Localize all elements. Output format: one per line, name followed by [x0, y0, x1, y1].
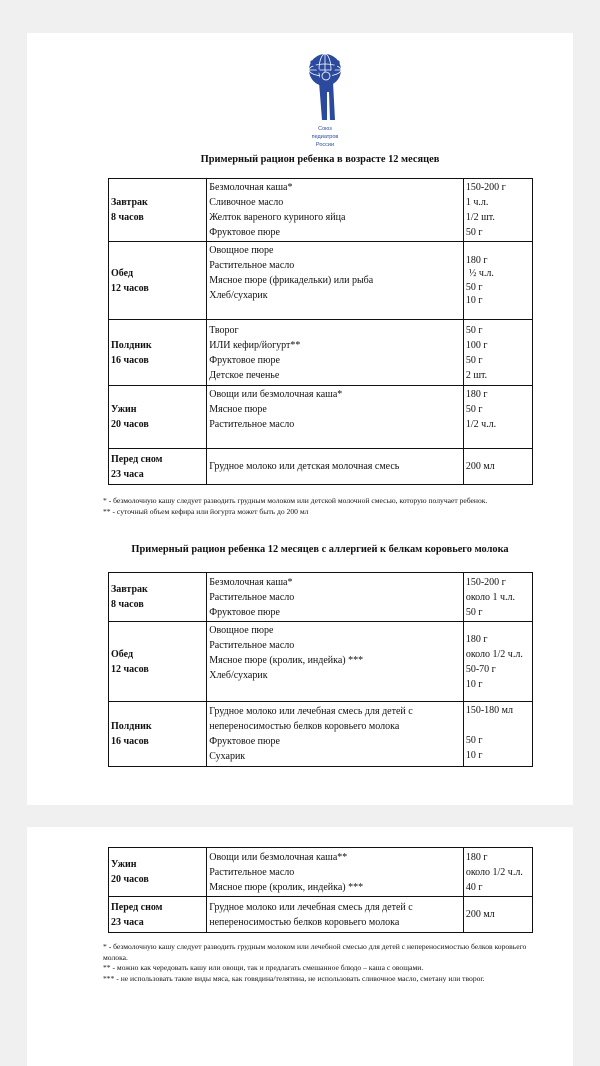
- table-row: [109, 449, 533, 485]
- table-row: [109, 702, 533, 767]
- amount-cell: 180 г около 1/2 ч.л. 50-70 г 10 г: [463, 622, 532, 702]
- food-cell: Грудное молоко или детская молочная смесь: [207, 449, 464, 485]
- amount-cell: 150-180 мл 50 г 10 г: [463, 702, 532, 767]
- meal-cell: Полдник 16 часов: [109, 702, 207, 767]
- diet-table-allergy-continued: [108, 847, 533, 933]
- meal-cell: Перед сном 23 часа: [109, 897, 207, 933]
- food-cell: Овощное пюре Растительное масло Мясное пюре (кролик, индейка) *** Хлеб/сухарик: [207, 622, 464, 702]
- table-row: [109, 386, 533, 449]
- meal-cell: Ужин 20 часов: [109, 848, 207, 897]
- meal-cell: Завтрак 8 часов: [109, 573, 207, 622]
- amount-cell: 50 г 100 г 50 г 2 шт.: [463, 320, 532, 386]
- table1-title: Примерный рацион ребенка в возрасте 12 месяцев: [200, 154, 440, 165]
- meal-cell: Перед сном 23 часа: [109, 449, 207, 485]
- diet-table-allergy: [108, 572, 533, 767]
- table-row: [109, 320, 533, 386]
- table-row: [109, 848, 533, 897]
- diet-table-12-months: [108, 178, 533, 485]
- table1-footnotes: * - безмолочную кашу следует разводить грудным молоком или детской молочной смесью, которую получает ребенок. ** - суточный объем кефира или йогурта может быть до 200 мл: [103, 496, 488, 516]
- food-cell: Овощи или безмолочная каша** Растительное масло Мясное пюре (кролик, индейка) ***: [207, 848, 464, 897]
- table2-title: Примерный рацион ребенка 12 месяцев с аллергией к белкам коровьего молока: [131, 544, 509, 555]
- food-cell: Безмолочная каша* Сливочное масло Желток вареного куриного яйца Фруктовое пюре: [207, 179, 464, 242]
- meal-cell: Полдник 16 часов: [109, 320, 207, 386]
- globe-child-logo-icon: [302, 50, 348, 126]
- table-row: [109, 573, 533, 622]
- amount-cell: 200 мл: [463, 449, 532, 485]
- table-row: [109, 622, 533, 702]
- meal-cell: Завтрак 8 часов: [109, 179, 207, 242]
- table-row: [109, 179, 533, 242]
- table-row: [109, 242, 533, 320]
- food-cell: Овощное пюре Растительное масло Мясное пюре (фрикадельки) или рыба Хлеб/сухарик: [207, 242, 464, 320]
- amount-cell: 180 г ½ ч.л. 50 г 10 г: [463, 242, 532, 320]
- amount-cell: 200 мл: [463, 897, 532, 933]
- table-row: [109, 897, 533, 933]
- food-cell: Овощи или безмолочная каша* Мясное пюре Растительное масло: [207, 386, 464, 449]
- food-cell: Творог ИЛИ кефир/йогурт** Фруктовое пюре Детское печенье: [207, 320, 464, 386]
- amount-cell: 150-200 г около 1 ч.л. 50 г: [463, 573, 532, 622]
- table2-footnotes: * - безмолочную кашу следует разводить грудным молоком или лечебной смесью для детей с непереносимостью белков коровьего молока. ** - можно как чередовать кашу или овощи, так и предлагать смешанное блюдо – каша с овощами. *** - не использовать такие виды мяса, как говядина/телятина, не использовать сливочное масло, сметану или творог.: [103, 942, 527, 983]
- food-cell: Грудное молоко или лечебная смесь для детей с непереносимостью белков коровьего молока: [207, 897, 464, 933]
- logo-caption: Союз педиатров России: [311, 126, 339, 148]
- meal-cell: Обед 12 часов: [109, 622, 207, 702]
- meal-cell: Ужин 20 часов: [109, 386, 207, 449]
- food-cell: Грудное молоко или лечебная смесь для детей с непереносимостью белков коровьего молока Фруктовое пюре Сухарик: [207, 702, 464, 767]
- amount-cell: 180 г 50 г 1/2 ч.л.: [463, 386, 532, 449]
- meal-cell: Обед 12 часов: [109, 242, 207, 320]
- food-cell: Безмолочная каша* Растительное масло Фруктовое пюре: [207, 573, 464, 622]
- amount-cell: 180 г около 1/2 ч.л. 40 г: [463, 848, 532, 897]
- amount-cell: 150-200 г 1 ч.л. 1/2 шт. 50 г: [463, 179, 532, 242]
